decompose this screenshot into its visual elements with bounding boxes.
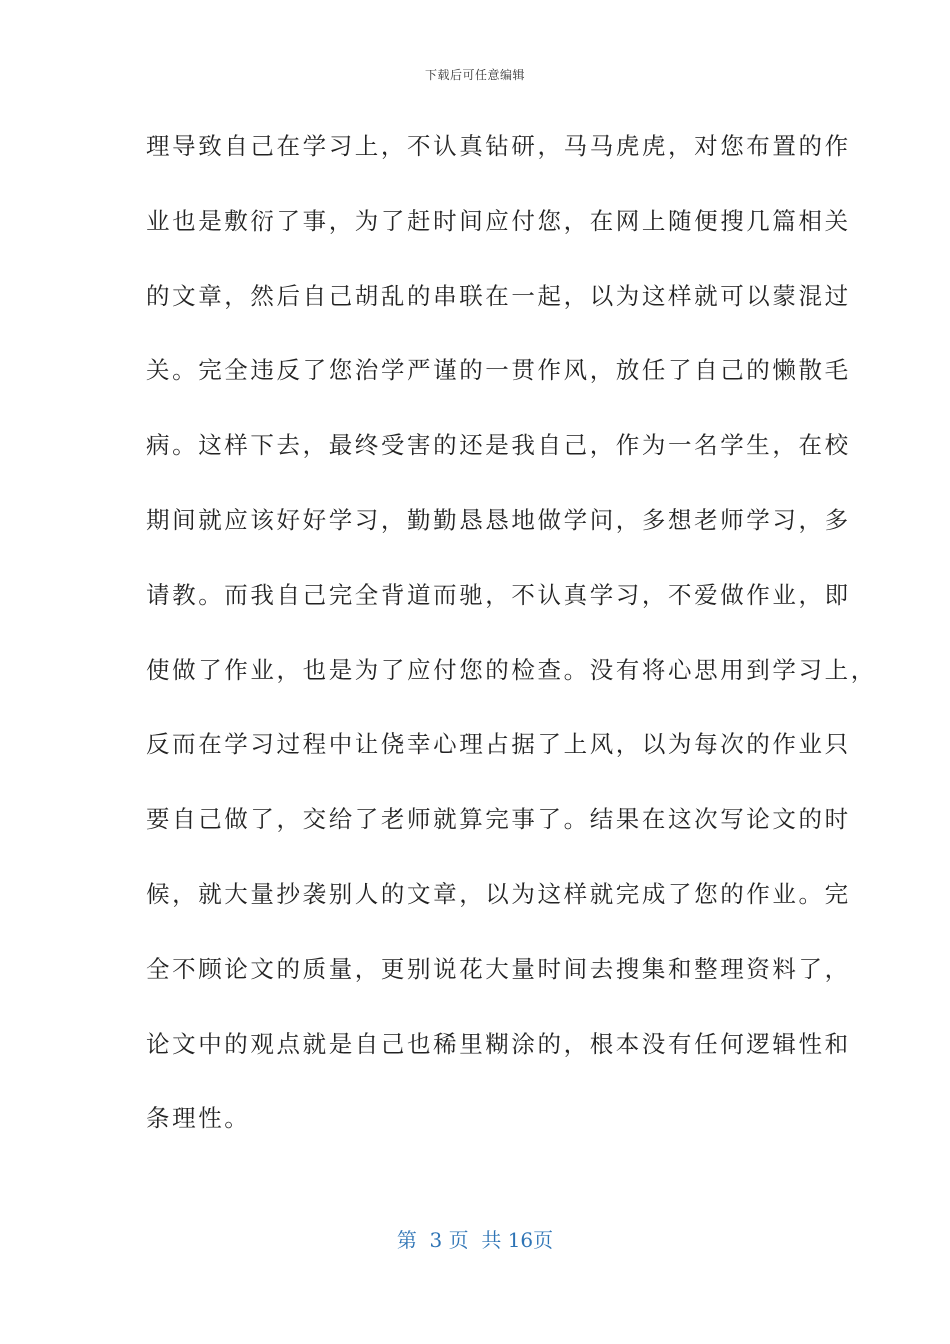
text-line: 关。完全违反了您治学严谨的一贯作风，放任了自己的懒散毛 (146, 356, 851, 385)
text-line: 要自己做了，交给了老师就算完事了。结果在这次写论文的时 (146, 805, 851, 834)
text-line: 期间就应该好好学习，勤勤恳恳地做学问，多想老师学习，多 (146, 505, 851, 534)
text-line: 反而在学习过程中让侥幸心理占据了上风，以为每次的作业只 (146, 730, 851, 759)
text-line: 理导致自己在学习上，不认真钻研，马马虎虎，对您布置的作 (146, 132, 851, 160)
body-text (146, 126, 877, 1173)
text-line: 全不顾论文的质量，更别说花大量时间去搜集和整理资料了， (146, 954, 851, 983)
text-line: 的文章，然后自己胡乱的串联在一起，以为这样就可以蒙混过 (146, 281, 851, 310)
page-header: 下载后可任意编辑 (424, 68, 525, 82)
text-line: 论文中的观点就是自己也稀里糊涂的，根本没有任何逻辑性和 (146, 1029, 851, 1058)
text-line: 候，就大量抄袭别人的文章，以为这样就完成了您的作业。完 (146, 879, 851, 908)
text-line: 业也是敷衍了事，为了赶时间应付您，在网上随便搜几篇相关 (146, 206, 851, 235)
text-line: 请教。而我自己完全背道而驰，不认真学习，不爱做作业，即 (146, 580, 851, 609)
text-line: 病。这样下去，最终受害的还是我自己，作为一名学生，在校 (146, 431, 851, 460)
page-number-footer: 第 3 页 共 16页 (396, 1228, 554, 1252)
text-line: 使做了作业，也是为了应付您的检查。没有将心思用到学习上， (146, 655, 877, 684)
text-line: 条理性。 (146, 1104, 251, 1133)
